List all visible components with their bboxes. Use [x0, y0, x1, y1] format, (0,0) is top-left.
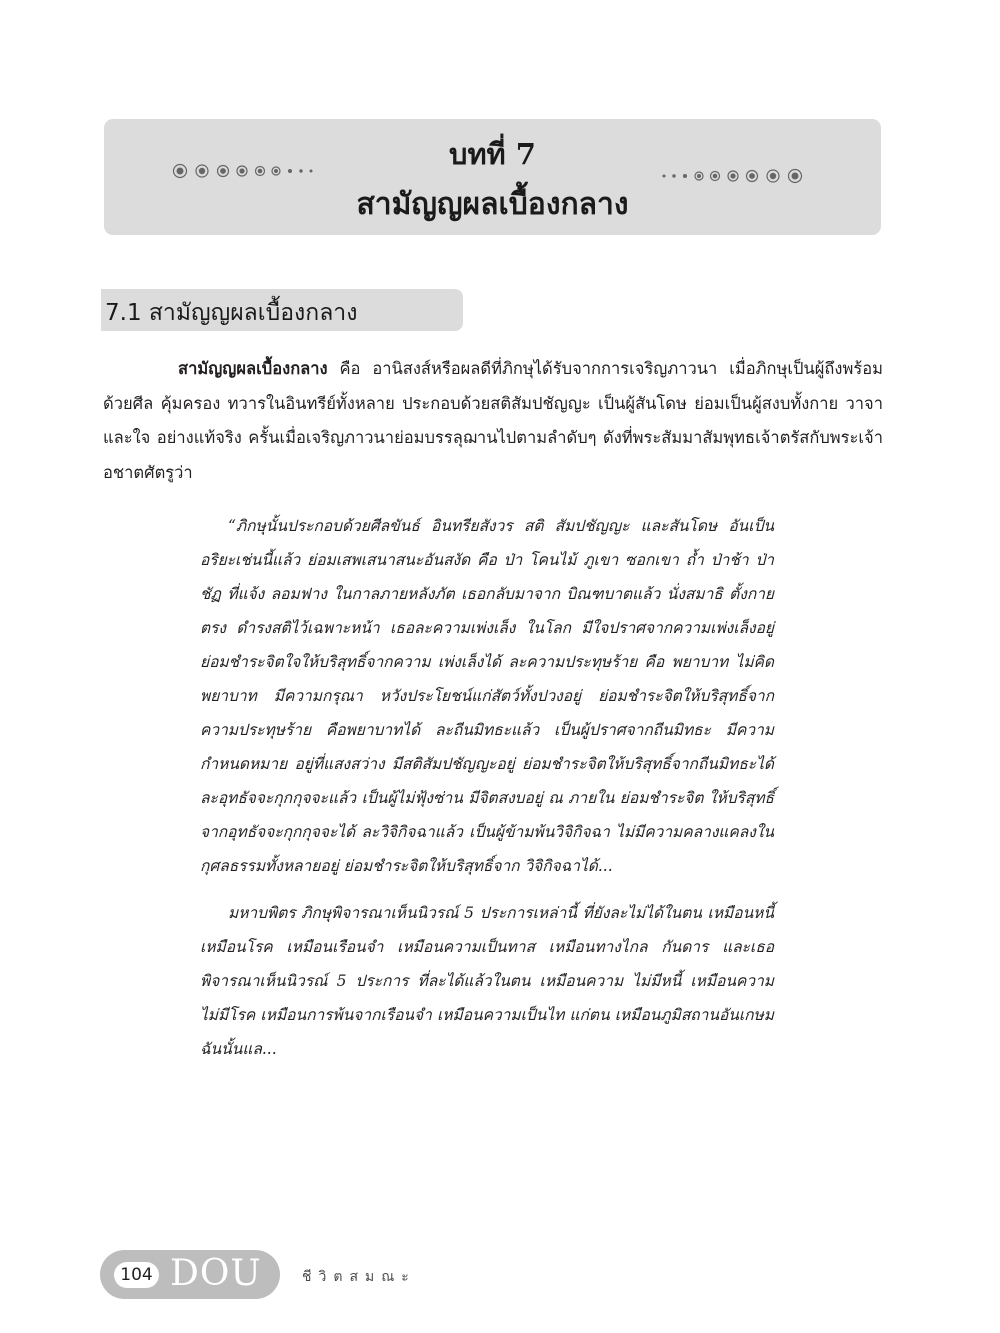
scripture-quote	[200, 509, 774, 1066]
chapter-number: บทที่ 7	[449, 137, 536, 171]
body-paragraph	[103, 352, 883, 490]
decorative-dots-right-icon	[652, 119, 812, 235]
footer-badge	[100, 1250, 280, 1299]
quote-paragraph-2: มหาบพิตร ภิกษุพิจารณาเห็นนิวรณ์ 5 ประการเหล่านี้ ที่ยังละไม่ได้ในตน เหมือนหนี้ เหมือนโรค เหมือนเรือนจำ เหมือนความเป็นทาส เหมือนทางไกล กันดาร และเธอพิจารณาเห็นนิวรณ์ 5 ประการ ที่ละได้แล้วในตน เหมือนความ ไม่มีหนี้ เหมือนความไม่มีโรค เหมือนการพ้นจากเรือนจำ เหมือนความเป็นไท แก่ตน เหมือนภูมิสถานอันเกษมฉันนั้นแล...	[200, 904, 774, 1058]
section-heading-text: 7.1 สามัญญผลเบื้องกลาง	[105, 300, 358, 326]
footer-brand-logo: DOU	[170, 1253, 262, 1294]
footer-book-title: ชีวิตสมณะ	[302, 1269, 416, 1285]
chapter-title: สามัญญผลเบื้องกลาง	[356, 187, 629, 222]
body-lead-text: คือ อานิสงส์หรือผลดีที่ภิกษุได้รับจากการเจริญภาวนา เมื่อภิกษุเป็นผู้ถึงพร้อมด้วยศีล คุ้มครอง ทวารในอินทรีย์ทั้งหลาย ประกอบด้วยสติสัมปชัญญะ เป็นผู้สันโดษ ย่อมเป็นผู้สงบทั้งกาย วาจา และใจ อย่างแท้จริง ครั้นเมื่อเจริญภาวนาย่อมบรรลุฌานไปตามลำดับๆ ดังที่พระสัมมาสัมพุทธเจ้าตรัสกับพระเจ้าอชาตศัตรูว่า	[103, 359, 883, 482]
chapter-banner	[104, 119, 881, 235]
quote-paragraph-1: “ภิกษุนั้นประกอบด้วยศีลขันธ์ อินทรียสังวร สติ สัมปชัญญะ และสันโดษ อันเป็นอริยะเช่นนี้แล้ว ย่อมเสพเสนาสนะอันสงัด คือ ป่า โคนไม้ ภูเขา ซอกเขา ถ้ำ ป่าช้า ป่าชัฏ ที่แจ้ง ลอมฟาง ในกาลภายหลังภัต เธอกลับมาจาก บิณฑบาตแล้ว นั่งสมาธิ ตั้งกายตรง ดำรงสติไว้เฉพาะหน้า เธอละความเพ่งเล็ง ในโลก มีใจปราศจากความเพ่งเล็งอยู่ ย่อมชำระจิตใจให้บริสุทธิ์จากความ เพ่งเล็งได้ ละความประทุษร้าย คือ พยาบาท ไม่คิดพยาบาท มีความกรุณา หวังประโยชน์แก่สัตว์ทั้งปวงอยู่ ย่อมชำระจิตให้บริสุทธิ์จากความประทุษร้าย คือพยาบาทได้ ละถีนมิทธะแล้ว เป็นผู้ปราศจากถีนมิทธะ มีความกำหนดหมาย อยู่ที่แสงสว่าง มีสติสัมปชัญญะอยู่ ย่อมชำระจิตให้บริสุทธิ์จากถีนมิทธะได้ ละอุทธัจจะกุกกุจจะแล้ว เป็นผู้ไม่ฟุ้งซ่าน มีจิตสงบอยู่ ณ ภายใน ย่อมชำระจิต ให้บริสุทธิ์จากอุทธัจจะกุกกุจจะได้ ละวิจิกิจฉาแล้ว เป็นผู้ข้ามพ้นวิจิกิจฉา ไม่มีความคลางแคลงในกุศลธรรมทั้งหลายอยู่ ย่อมชำระจิตให้บริสุทธิ์จาก วิจิกิจฉาได้...	[200, 517, 774, 875]
section-heading	[101, 289, 463, 331]
page-number: 104	[114, 1262, 159, 1288]
body-lead-term: สามัญญผลเบื้องกลาง	[178, 359, 328, 378]
